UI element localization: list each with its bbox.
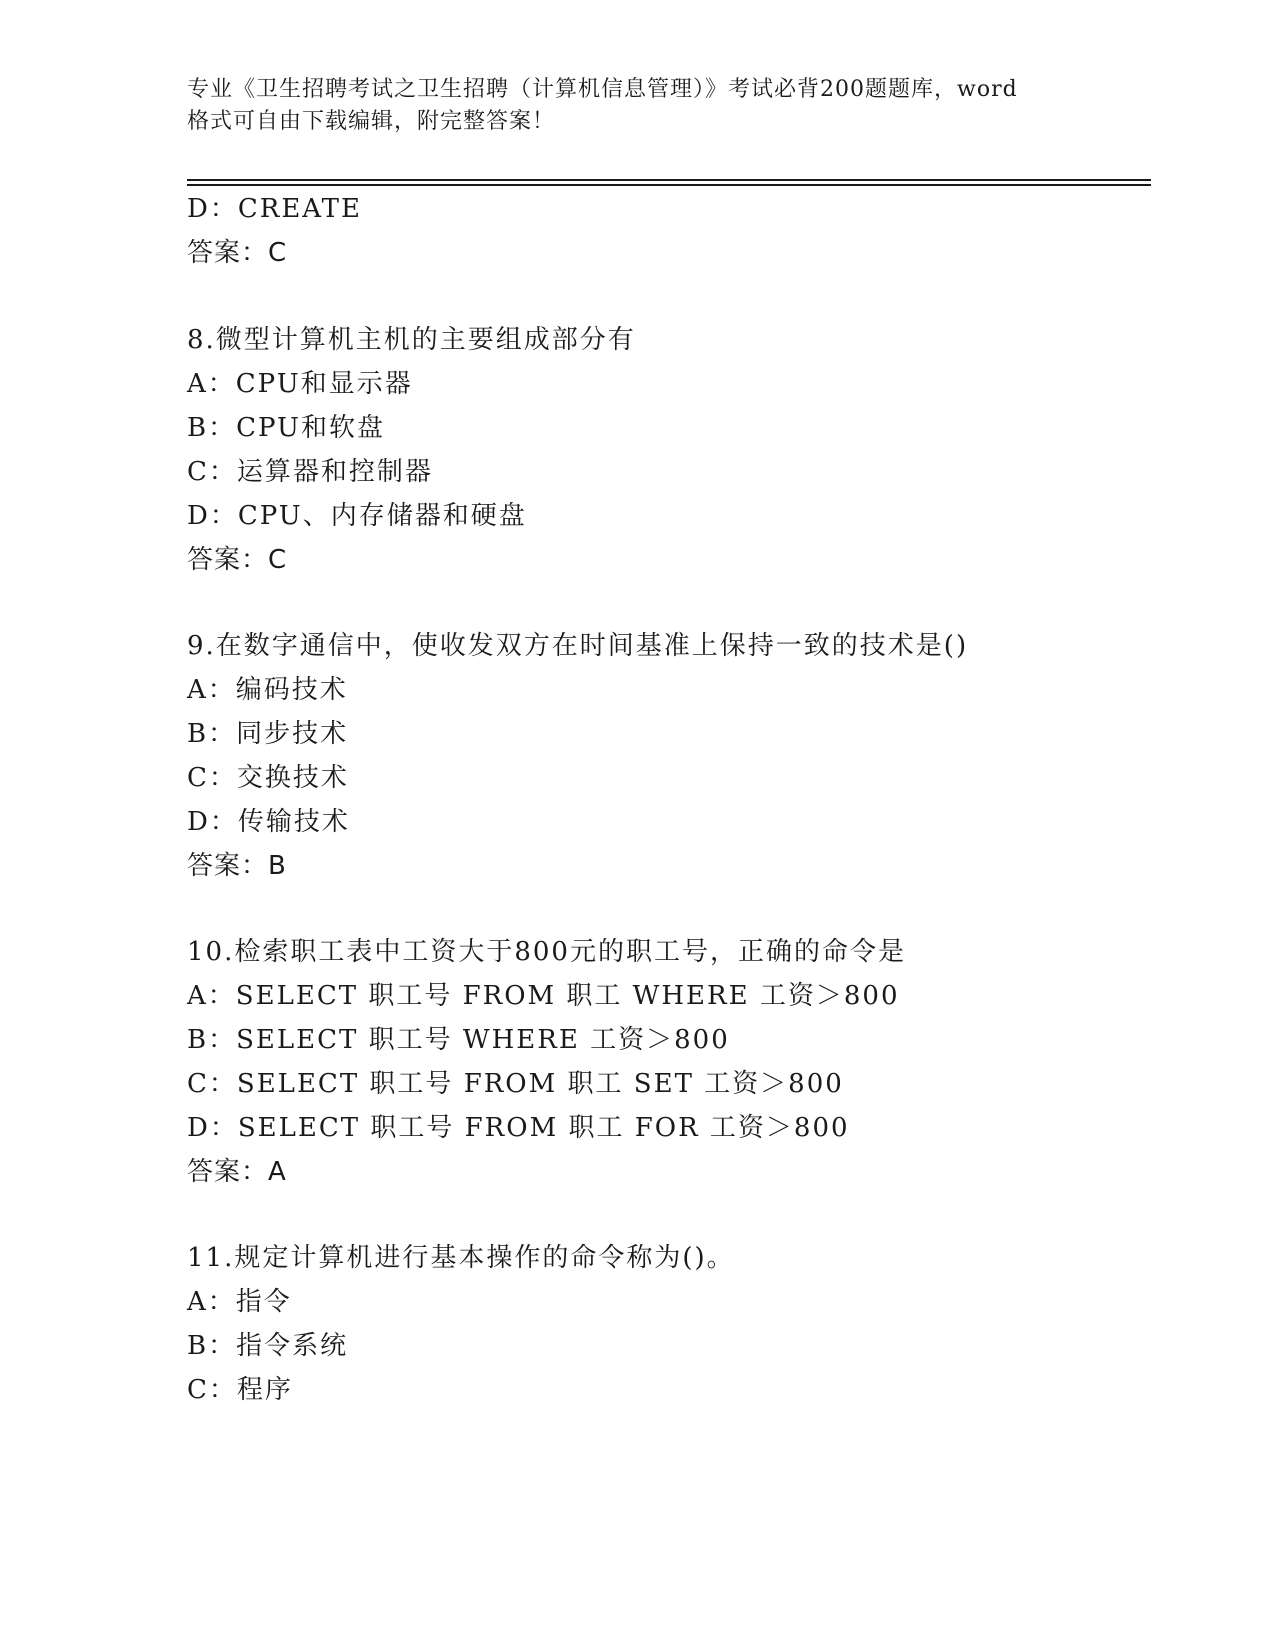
q10-option-a: A：SELECT 职工号 FROM 职工 WHERE 工资＞800: [187, 981, 900, 1011]
q8-option-b: B：CPU和软盘: [187, 413, 385, 443]
header-rule-bottom: [187, 184, 1151, 186]
q10-title: 10.检索职工表中工资大于800元的职工号，正确的命令是: [187, 937, 906, 967]
q10-option-c: C：SELECT 职工号 FROM 职工 SET 工资＞800: [187, 1069, 844, 1099]
q8-option-a: A：CPU和显示器: [187, 369, 413, 399]
q9-option-c: C：交换技术: [187, 763, 349, 793]
q11-title: 11.规定计算机进行基本操作的命令称为()。: [187, 1243, 735, 1273]
q10-option-d: D：SELECT 职工号 FROM 职工 FOR 工资＞800: [187, 1113, 850, 1143]
q8-option-d: D：CPU、内存储器和硬盘: [187, 501, 527, 531]
q10-option-b: B：SELECT 职工号 WHERE 工资＞800: [187, 1025, 730, 1055]
q9-title: 9.在数字通信中，使收发双方在时间基准上保持一致的技术是(): [187, 631, 969, 661]
prev-option-d: D：CREATE: [187, 194, 362, 224]
q11-option-b: B：指令系统: [187, 1331, 349, 1361]
q11-option-c: C：程序: [187, 1375, 293, 1405]
header-line-2: 格式可自由下载编辑，附完整答案！: [187, 109, 556, 134]
document-header: [187, 74, 1087, 138]
q9-answer: 答案：B: [187, 851, 287, 881]
header-line-1: 专业《卫生招聘考试之卫生招聘（计算机信息管理）》考试必背200题题库，word: [187, 77, 1018, 102]
q8-option-c: C：运算器和控制器: [187, 457, 433, 487]
q9-option-d: D：传输技术: [187, 807, 350, 837]
header-rule-top: [187, 179, 1151, 181]
q9-option-b: B：同步技术: [187, 719, 349, 749]
q8-answer: 答案：C: [187, 545, 288, 575]
prev-answer: 答案：C: [187, 238, 288, 268]
q11-option-a: A：指令: [187, 1287, 292, 1317]
q9-option-a: A：编码技术: [187, 675, 348, 705]
q10-answer: 答案：A: [187, 1157, 287, 1187]
q8-title: 8.微型计算机主机的主要组成部分有: [187, 325, 636, 355]
